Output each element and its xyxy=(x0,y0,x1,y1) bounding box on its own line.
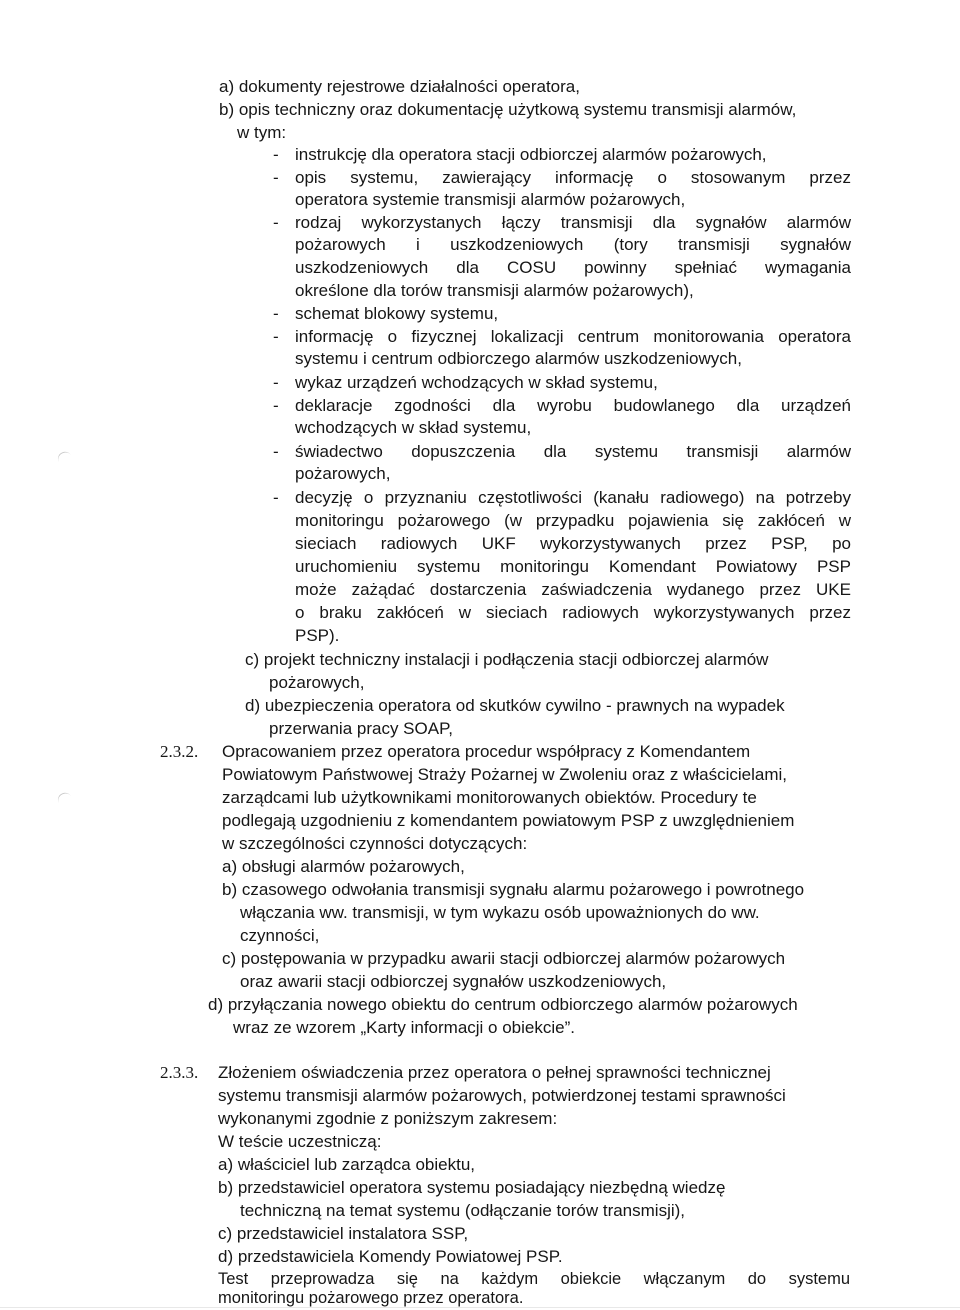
text-line: instrukcję dla operatora stacji odbiorczej alarmów pożarowych, xyxy=(295,145,767,164)
text-line: wraz ze wzorem „Karty informacji o obiekcie”. xyxy=(233,1018,575,1037)
text-line: Test przeprowadza się na każdym obiekcie włączanym do systemu xyxy=(218,1270,850,1288)
text-line: d) przyłączania nowego obiektu do centrum odbiorczego alarmów pożarowych xyxy=(208,995,798,1014)
text-line: W teście uczestniczą: xyxy=(218,1132,382,1151)
scan-edge-line xyxy=(0,1307,960,1308)
text-line: wchodzących w skład systemu, xyxy=(295,418,532,437)
text-line: włączania ww. transmisji, w tym wykazu osób upoważnionych do ww. xyxy=(240,903,760,922)
list-dash: - xyxy=(273,373,279,392)
text-line: monitoringu pożarowego (w przypadku pojawienia się zakłóceń w xyxy=(295,511,851,530)
text-line: c) postępowania w przypadku awarii stacji odbiorczej alarmów pożarowych xyxy=(222,949,786,968)
section-number: 2.3.2. xyxy=(160,742,199,761)
text-line: b) opis techniczny oraz dokumentację użytkową systemu transmisji alarmów, xyxy=(219,100,797,119)
text-line: systemu transmisji alarmów pożarowych, potwierdzonej testami sprawności xyxy=(218,1086,786,1105)
text-line: a) obsługi alarmów pożarowych, xyxy=(222,857,465,876)
text-line: d) ubezpieczenia operatora od skutków cywilno - prawnych na wypadek xyxy=(245,696,785,715)
text-line: o braku zakłóceń w sieciach radiowych wykorzystywanych przez xyxy=(295,603,851,622)
text-line: uszkodzeniowych dla COSU powinny spełniać wymagania xyxy=(295,258,851,277)
text-line: pożarowych, xyxy=(269,673,365,692)
text-line: b) przedstawiciel operatora systemu posiadający niezbędną wiedzę xyxy=(218,1178,726,1197)
text-line: w tym: xyxy=(237,123,287,142)
text-line: podlegają uzgodnieniu z komendantem powiatowym PSP z uwzględnieniem xyxy=(222,811,795,830)
list-dash: - xyxy=(273,442,279,461)
text-line: systemu i centrum odbiorczego alarmów uszkodzeniowych, xyxy=(295,349,742,368)
text-line: wykaz urządzeń wchodzących w skład systemu, xyxy=(295,373,658,392)
list-dash: - xyxy=(273,488,279,507)
list-dash: - xyxy=(273,304,279,323)
text-line: c) projekt techniczny instalacji i podłączenia stacji odbiorczej alarmów xyxy=(245,650,769,669)
text-line: przerwania pracy SOAP, xyxy=(269,719,453,738)
text-line: schemat blokowy systemu, xyxy=(295,304,499,323)
text-line: Złożeniem oświadczenia przez operatora o pełnej sprawności technicznej xyxy=(218,1063,771,1082)
text-line: opis systemu, zawierający informację o stosowanym przez xyxy=(295,168,851,187)
text-line: d) przedstawiciela Komendy Powiatowej PSP. xyxy=(218,1247,563,1266)
text-line: pożarowych, xyxy=(295,464,391,483)
text-line: rodzaj wykorzystanych łączy transmisji dla sygnałów alarmów xyxy=(295,213,851,232)
list-dash: - xyxy=(273,327,279,346)
scan-mark xyxy=(55,790,72,806)
text-line: określone dla torów transmisji alarmów pożarowych), xyxy=(295,281,694,300)
text-line: deklaracje zgodności dla wyrobu budowlanego dla urządzeń xyxy=(295,396,851,415)
text-line: uruchomieniu systemu monitoringu Komendant Powiatowy PSP xyxy=(295,557,851,576)
text-line: sieciach radiowych UKF wykorzystywanych przez PSP, po xyxy=(295,534,851,553)
text-line: może zażądać dostarczenia zaświadczenia wydanego przez UKE xyxy=(295,580,851,599)
list-dash: - xyxy=(273,168,279,187)
text-line: b) czasowego odwołania transmisji sygnału alarmu pożarowego i powrotnego xyxy=(222,880,805,899)
list-dash: - xyxy=(273,213,279,232)
section-number: 2.3.3. xyxy=(160,1063,199,1082)
scan-mark xyxy=(55,449,72,465)
text-line: PSP). xyxy=(295,626,340,645)
text-line: operatora systemie transmisji alarmów pożarowych, xyxy=(295,190,686,209)
text-line: świadectwo dopuszczenia dla systemu transmisji alarmów xyxy=(295,442,851,461)
text-line: w szczególności czynności dotyczących: xyxy=(222,834,528,853)
text-line: wykonanymi zgodnie z poniższym zakresem: xyxy=(218,1109,558,1128)
text-line: monitoringu pożarowego przez operatora. xyxy=(218,1289,524,1307)
text-line: Powiatowym Państwowej Straży Pożarnej w Zwoleniu oraz z właścicielami, xyxy=(222,765,787,784)
text-line: pożarowych i uszkodzeniowych (tory transmisji sygnałów xyxy=(295,235,851,254)
text-line: c) przedstawiciel instalatora SSP, xyxy=(218,1224,469,1243)
text-line: oraz awarii stacji odbiorczej sygnałów uszkodzeniowych, xyxy=(240,972,667,991)
text-line: a) właściciel lub zarządca obiektu, xyxy=(218,1155,476,1174)
text-line: techniczną na temat systemu (odłączanie torów transmisji), xyxy=(240,1201,686,1220)
text-line: informację o fizycznej lokalizacji centrum monitorowania operatora xyxy=(295,327,851,346)
text-line: Opracowaniem przez operatora procedur współpracy z Komendantem xyxy=(222,742,751,761)
text-line: czynności, xyxy=(240,926,320,945)
list-dash: - xyxy=(273,145,279,164)
list-dash: - xyxy=(273,396,279,415)
text-line: a) dokumenty rejestrowe działalności operatora, xyxy=(219,77,580,96)
text-line: decyzję o przyznaniu częstotliwości (kanału radiowego) na potrzeby xyxy=(295,488,851,507)
text-line: zarządcami lub użytkownikami monitorowanych obiektów. Procedury te xyxy=(222,788,757,807)
